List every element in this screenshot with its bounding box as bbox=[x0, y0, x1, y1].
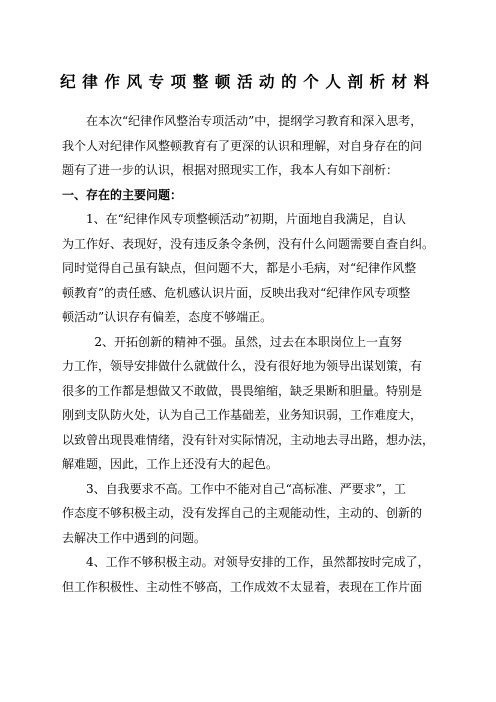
text-line: 解难题，因此，工作上还没有大的起色。 bbox=[62, 457, 279, 471]
text-line: 2、开拓创新的精神不强。虽然，过去在本职岗位上一直努 bbox=[94, 334, 403, 349]
intro-paragraph bbox=[62, 109, 434, 183]
text-line: 我个人对纪律作风整顿教育有了更深的认识和理解，对自身存在的问 bbox=[62, 138, 423, 153]
problem-item-1 bbox=[62, 207, 434, 330]
text-line: 题有了进一步的认识，根据对照现实工作，我本人有如下剖析： bbox=[62, 163, 399, 177]
text-line: 以致曾出现畏难情绪，没有针对实际情况，主动地去寻出路，想办法， bbox=[62, 432, 435, 447]
text-line: 但工作积极性、主动性不够高，工作成效不太显着，表现在工作片面 bbox=[62, 579, 423, 594]
text-line: 力工作，领导安排做什么就做什么，没有很好地为领导出谋划策，有 bbox=[62, 359, 423, 373]
text-line: 顿教育”的责任感、危机感认识片面，反映出我对“纪律作风专项整 bbox=[62, 285, 411, 300]
document-body bbox=[62, 109, 434, 599]
text-line: 刚到支队防火处，认为自己工作基础差，业务知识弱，工作难度大， bbox=[62, 408, 423, 422]
text-line: 在本次“纪律作风整治专项活动”中，提纲学习教育和深入思考， bbox=[86, 114, 423, 128]
text-line: 同时觉得自己虽有缺点，但问题不大，都是小毛病，对“纪律作风整 bbox=[62, 261, 417, 275]
text-line: 1、在“纪律作风专项整顿活动”初期，片面地自我满足，自认 bbox=[86, 212, 406, 226]
problem-item-4 bbox=[62, 550, 434, 599]
text-line: 作态度不够积极主动，没有发挥自己的主观能动性，主动的、创新的 bbox=[62, 506, 423, 520]
section-heading: 一、存在的主要问题： bbox=[62, 187, 183, 202]
text-line: 4、工作不够积极主动。对领导安排的工作，虽然都按时完成了， bbox=[86, 555, 430, 569]
document-title: 纪律作风专项整顿活动的个人剖析材料 bbox=[60, 72, 436, 91]
text-line: 去解决工作中遇到的问题。 bbox=[62, 530, 207, 545]
text-line: 很多的工作都是想做又不敢做，畏畏缩缩，缺乏果断和胆量。特别是 bbox=[62, 383, 423, 398]
text-line: 为工作好、表现好，没有违反条令条例，没有什么问题需要自查自纠。 bbox=[62, 236, 435, 251]
text-line: 顿活动”认识存有偏差，态度不够端正。 bbox=[62, 310, 273, 324]
problem-item-2 bbox=[62, 330, 434, 477]
text-line: 3、自我要求不高。工作中不能对自己“高标准、严要求”，工 bbox=[86, 481, 406, 496]
problem-item-3 bbox=[62, 477, 434, 551]
